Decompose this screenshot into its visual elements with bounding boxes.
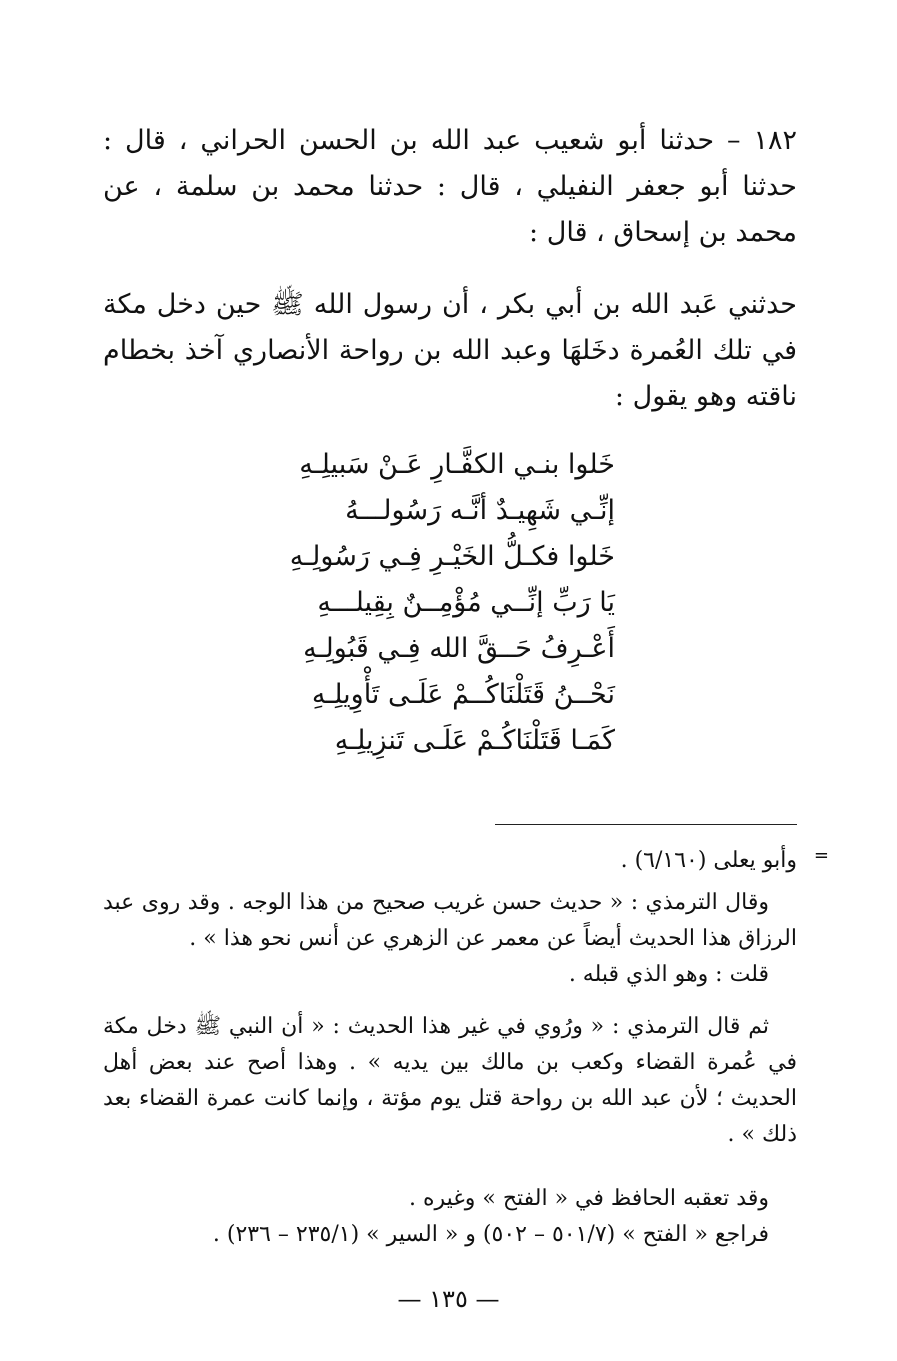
footnote-paragraph: ثم قال الترمذي : « ورُوي في غير هذا الحديث : « أن النبي ﷺ دخل مكة في عُمرة القضاء وكعب بن مالك بين يديه » . وهذا أصح عند بعض أهل الحديث ؛ لأن عبد الله بن رواحة قتل يوم مؤتة ، وإنما كانت عمرة القضاء بعد ذلك » .: [103, 1014, 797, 1147]
hadith-matn: حدثني عَبد الله بن أبي بكر ، أن رسول الله ﷺ حين دخل مكة في تلك العُمرة دخَلهَا وعبد الله بن رواحة الأنصاري آخذ بخطام ناقته وهو يقول :: [103, 289, 797, 412]
footnote-divider: [495, 824, 797, 825]
footnote-paragraph: وقال الترمذي : « حديث حسن غريب صحيح من هذا الوجه . وقد روى عبد الرزاق هذا الحديث أيضاً عن معمر عن الزهري عن أنس نحو هذا » .: [103, 890, 797, 951]
footnote-line: وأبو يعلى (٦/١٦٠) .: [620, 848, 797, 873]
footnote-paragraph: فراجع « الفتح » (٥٠١/٧ – ٥٠٢) و « السير » (٢٣٥/١ – ٢٣٦) .: [212, 1222, 769, 1247]
poem: [235, 442, 615, 764]
footnote-block: [103, 1009, 797, 1153]
footnote-continuation-mark: =: [813, 845, 829, 866]
footnote-paragraph: قلت : وهو الذي قبله .: [568, 962, 769, 987]
poem-line: كَمَـا قَتَلْنَاكُـمْ عَلَـى تَنزِيلِـهِ: [334, 725, 615, 756]
poem-line: أَعْـرِفُ حَــقَّ الله فِـي قَبُولِـهِ: [303, 633, 615, 664]
footnote-block: [103, 1181, 797, 1253]
poem-line: خَلوا بنـي الكفَّـارِ عَـنْ سَبيلِـهِ: [299, 449, 615, 480]
poem-line: خَلوا فكـلُّ الخَيْـرِ فِـي رَسُولِـهِ: [289, 541, 615, 572]
poem-line: نَحْــنُ قَتَلْنَاكُــمْ عَلَـى تَأْوِيلِـهِ: [311, 679, 615, 710]
poem-line: يَا رَبِّ إنِّــي مُؤْمِــنٌ بِقِيلـــهِ: [317, 587, 615, 618]
poem-line: إنِّـي شَهِيـدٌ أنَّـه رَسُولـــهُ: [345, 495, 615, 526]
hadith-isnad: ١٨٢ – حدثنا أبو شعيب عبد الله بن الحسن الحراني ، قال : حدثنا أبو جعفر النفيلي ، قال : حدثنا محمد بن سلمة ، عن محمد بن إسحاق ، قال :: [103, 125, 797, 248]
page-number: — ١٣٥ —: [397, 1285, 500, 1313]
footnote-paragraph: وقد تعقبه الحافظ في « الفتح » وغيره .: [408, 1186, 769, 1211]
footnote-block: [103, 885, 797, 993]
